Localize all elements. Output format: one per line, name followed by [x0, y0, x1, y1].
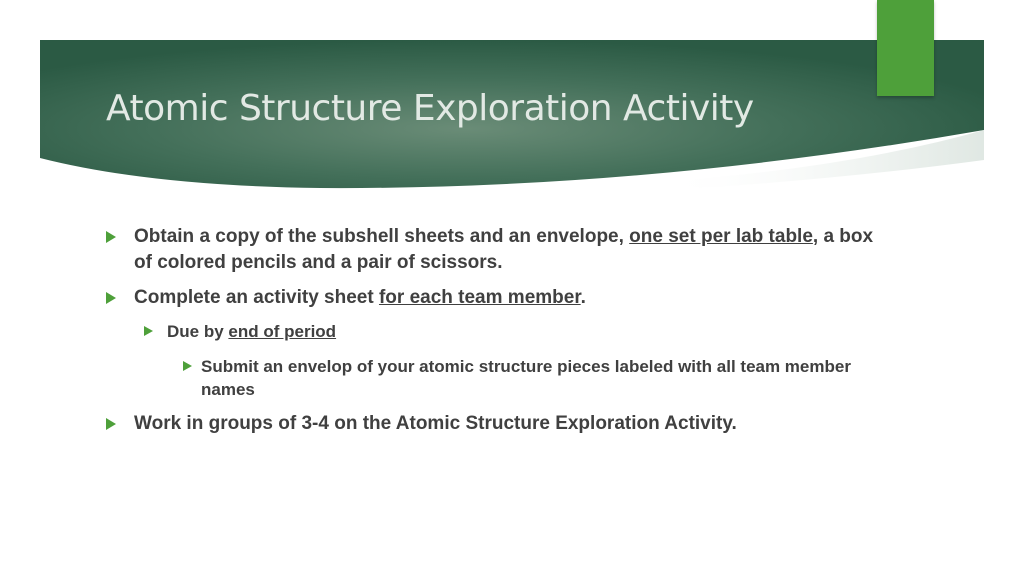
- bullet-emphasis: end of period: [228, 322, 337, 341]
- bullet-arrow-icon: [183, 361, 192, 371]
- bullet-text: Complete an activity sheet: [134, 287, 379, 308]
- bullet-arrow-icon: [106, 231, 116, 243]
- bullet-text: , a box of colored pencils and a pair of scissors.: [134, 226, 874, 273]
- bullet-arrow-icon: [106, 292, 116, 304]
- bullet-arrow-icon: [144, 326, 153, 336]
- bullet-emphasis: one set per lab table: [629, 226, 813, 247]
- bullet-text: .: [580, 287, 586, 308]
- bullet-text: Obtain a copy of the subshell sheets and an envelope,: [134, 226, 630, 247]
- bullet-text: Due by: [167, 322, 229, 341]
- slide-title: Atomic Structure Exploration Activity: [106, 88, 754, 129]
- bullet-text: Work in groups of 3-4 on the Atomic Structure Exploration Activity.: [134, 413, 737, 434]
- bullet-emphasis: for each team member: [378, 287, 581, 308]
- bullet-arrow-icon: [106, 418, 116, 430]
- bullet-text: Submit an envelop of your atomic structure pieces labeled with all team member names: [201, 357, 851, 399]
